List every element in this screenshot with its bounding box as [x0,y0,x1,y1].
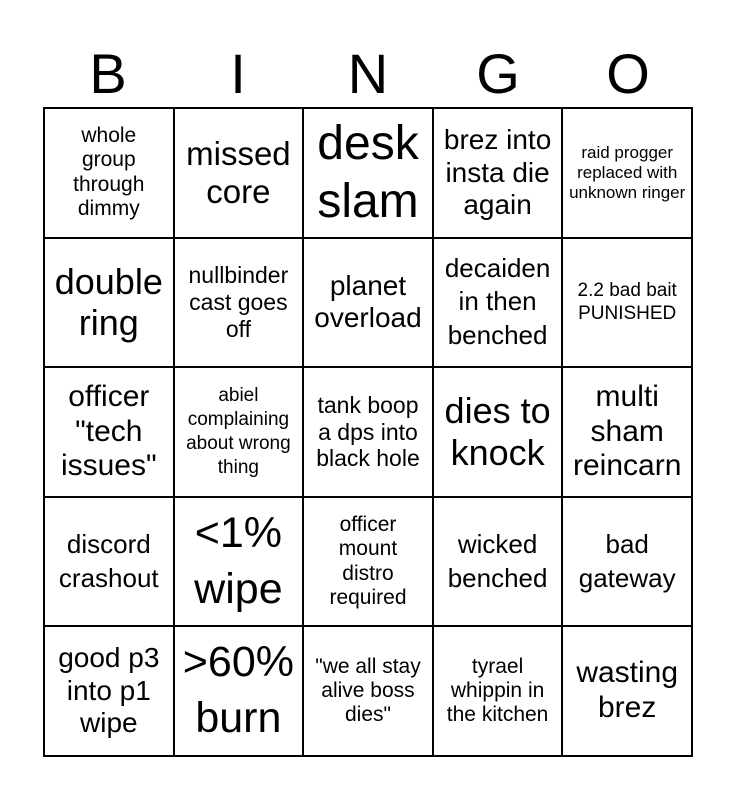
header-letter-b: B [89,42,127,105]
bingo-cell[interactable] [433,497,563,627]
bingo-cell[interactable] [433,626,563,756]
cell-text: dies to knock [444,390,551,473]
cell-text: good p3 into p1 wipe [58,642,160,739]
header-letter-o: O [606,42,650,105]
cell-text: officer "tech issues" [60,379,157,483]
bingo-cell[interactable] [303,108,433,238]
cell-text: whole group through dimmy [73,124,145,221]
bingo-cell[interactable] [562,108,692,238]
cell-text: discord crashout [58,528,159,593]
cell-text: "we all stay alive boss dies" [315,654,421,727]
cell-text: desk slam [317,117,419,228]
cell-text: >60% burn [182,638,294,743]
bingo-cell[interactable] [562,238,692,368]
cell-text: brez into insta die again [443,124,552,221]
bingo-cell[interactable] [174,238,304,368]
bingo-cell[interactable] [562,367,692,497]
bingo-card-grid [43,107,693,757]
cell-text: wasting brez [576,656,679,725]
bingo-cell[interactable] [44,367,174,497]
bingo-cell[interactable] [44,497,174,627]
cell-text: officer mount distro required [329,512,407,609]
bingo-cell[interactable] [433,108,563,238]
cell-text: decaiden in then benched [444,252,551,351]
bingo-cell[interactable] [174,497,304,627]
cell-text: multi sham reincarn [573,379,682,483]
cell-text: tank boop a dps into black hole [316,391,420,472]
header-letter-n: N [347,42,389,105]
cell-text: planet overload [314,269,422,334]
cell-text: abiel complaining about wrong thing [186,385,291,478]
bingo-cell[interactable] [562,497,692,627]
bingo-cell[interactable] [433,238,563,368]
cell-text: <1% wipe [194,508,283,613]
cell-text: missed core [186,134,291,210]
header-letter-i: I [230,42,246,105]
bingo-cell[interactable] [44,238,174,368]
cell-text: tyrael whippin in the kitchen [446,654,549,727]
cell-text: 2.2 bad bait PUNISHED [577,279,677,325]
bingo-cell[interactable] [174,367,304,497]
bingo-cell[interactable] [303,238,433,368]
bingo-cell[interactable] [433,367,563,497]
cell-text: double ring [54,260,163,344]
cell-text: nullbinder cast goes off [188,262,289,342]
header-letter-g: G [476,42,520,105]
cell-text: raid progger replaced with unknown ringer [569,143,686,202]
bingo-cell[interactable] [562,626,692,756]
cell-text: wicked benched [447,528,548,593]
bingo-cell[interactable] [303,367,433,497]
bingo-cell[interactable] [44,626,174,756]
bingo-cell[interactable] [174,108,304,238]
bingo-cell[interactable] [303,626,433,756]
bingo-cell[interactable] [303,497,433,627]
bingo-cell[interactable] [174,626,304,756]
cell-text: bad gateway [578,528,676,593]
bingo-cell[interactable] [44,108,174,238]
bingo-header [43,40,693,108]
